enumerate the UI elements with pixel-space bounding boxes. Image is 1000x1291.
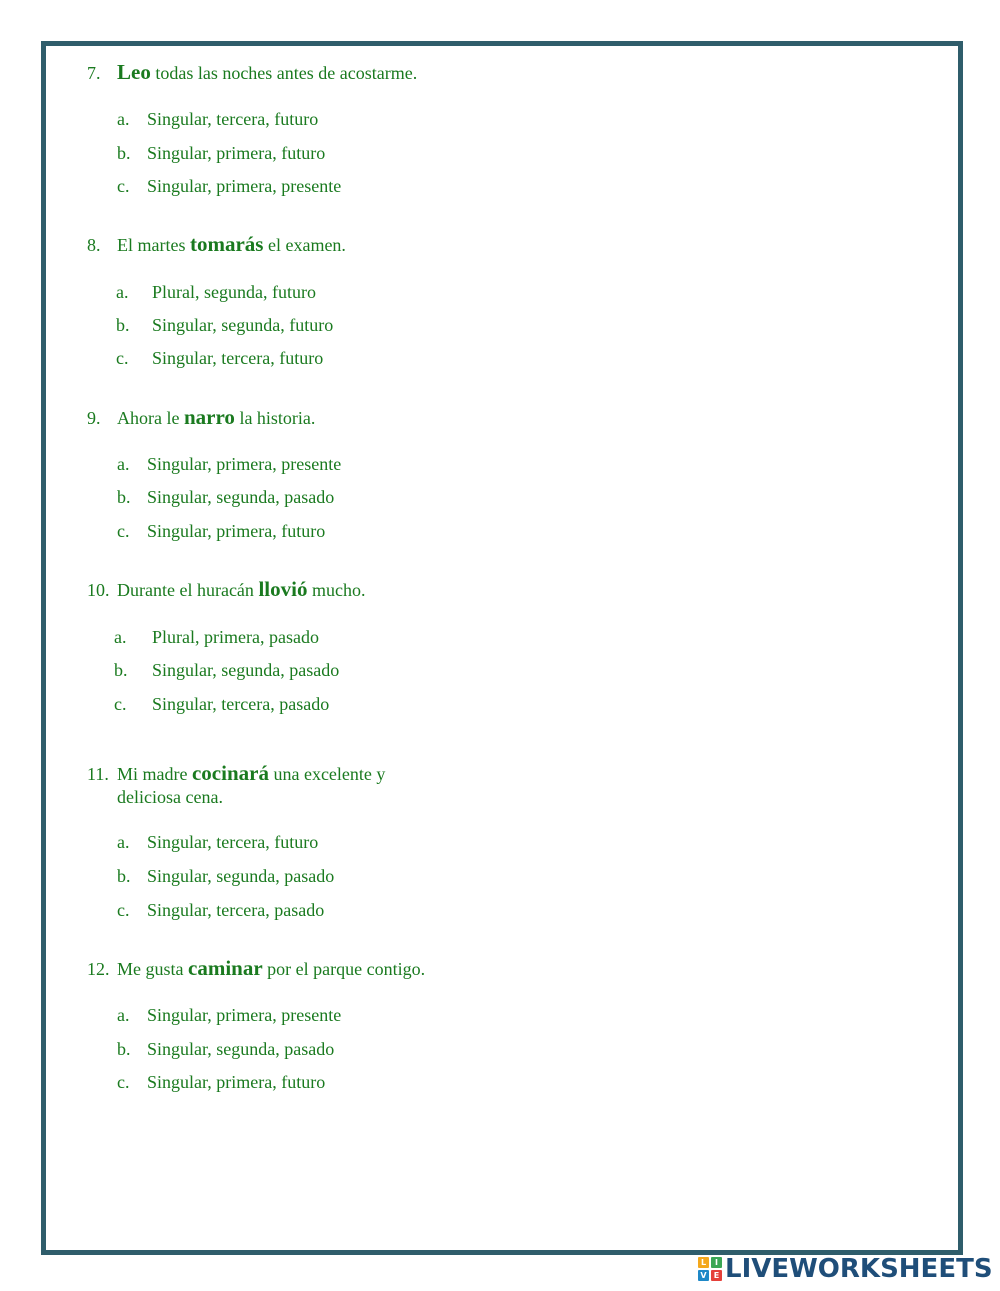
option-letter: a.	[117, 1005, 130, 1025]
option-letter: a.	[116, 282, 129, 302]
option-text: Plural, segunda, futuro	[152, 282, 316, 302]
option-11c[interactable]	[117, 899, 324, 921]
option-letter: a.	[117, 109, 130, 129]
question-keyword: caminar	[188, 956, 263, 980]
question-10	[87, 578, 365, 602]
option-text: Singular, primera, futuro	[147, 143, 326, 163]
option-text: Singular, primera, presente	[147, 454, 342, 474]
question-text-after: por el parque contigo.	[262, 959, 426, 979]
option-letter: b.	[117, 866, 131, 886]
question-12	[87, 957, 425, 981]
option-text: Singular, segunda, pasado	[152, 660, 340, 680]
question-text-before: Mi madre	[117, 764, 192, 784]
question-keyword: narro	[183, 405, 235, 429]
option-letter: a.	[117, 832, 130, 852]
question-7	[87, 61, 417, 85]
question-11	[87, 762, 385, 809]
logo-tile: I	[711, 1257, 722, 1268]
option-letter: b.	[116, 315, 130, 335]
liveworksheets-logo[interactable]	[698, 1255, 993, 1283]
question-text-after: mucho.	[307, 580, 366, 600]
option-text: Singular, primera, presente	[147, 176, 342, 196]
option-letter: b.	[114, 660, 128, 680]
question-keyword: llovió	[258, 577, 308, 601]
question-text-after: todas las noches antes de acostarme.	[150, 63, 418, 83]
question-keyword: tomarás	[189, 232, 264, 256]
option-letter: c.	[117, 521, 130, 541]
question-keyword: cocinará	[191, 761, 269, 785]
option-letter: a.	[114, 627, 127, 647]
question-text-before: Durante el huracán	[117, 580, 259, 600]
option-letter: c.	[114, 694, 127, 714]
question-text-after: una excelente y	[268, 764, 386, 784]
question-number: 7.	[87, 63, 101, 83]
option-text: Singular, segunda, pasado	[147, 866, 335, 886]
question-text-before: Me gusta	[117, 959, 188, 979]
question-text-before: El martes	[117, 235, 190, 255]
question-text-before: Ahora le	[117, 408, 184, 428]
question-keyword: Leo	[117, 60, 151, 84]
option-12b[interactable]	[117, 1038, 334, 1060]
option-letter: b.	[117, 487, 131, 507]
option-text: Singular, segunda, pasado	[147, 487, 335, 507]
option-9a[interactable]	[117, 453, 341, 475]
logo-tile: E	[711, 1270, 722, 1281]
option-7a[interactable]	[117, 108, 318, 130]
option-12a[interactable]	[117, 1004, 341, 1026]
logo-tile: V	[698, 1270, 709, 1281]
question-number: 12.	[87, 959, 110, 979]
option-7c[interactable]	[117, 175, 341, 197]
option-letter: a.	[117, 454, 130, 474]
question-text-continuation: deliciosa cena.	[117, 787, 223, 807]
option-text: Singular, primera, presente	[147, 1005, 342, 1025]
option-text: Singular, tercera, pasado	[147, 900, 325, 920]
question-number: 10.	[87, 580, 110, 600]
option-11a[interactable]	[117, 831, 318, 853]
option-letter: c.	[117, 1072, 130, 1092]
option-text: Singular, tercera, futuro	[147, 109, 319, 129]
option-8b[interactable]	[116, 314, 333, 336]
option-10c[interactable]	[114, 693, 329, 715]
question-text-after: el examen.	[263, 235, 346, 255]
option-9b[interactable]	[117, 486, 334, 508]
question-8	[87, 233, 346, 257]
option-text: Singular, tercera, futuro	[152, 348, 324, 368]
question-9	[87, 406, 315, 430]
question-number: 9.	[87, 408, 101, 428]
option-text: Singular, segunda, futuro	[152, 315, 334, 335]
question-number: 8.	[87, 235, 101, 255]
option-letter: c.	[116, 348, 129, 368]
option-10a[interactable]	[114, 626, 319, 648]
option-11b[interactable]	[117, 865, 334, 887]
option-12c[interactable]	[117, 1071, 325, 1093]
option-letter: c.	[117, 900, 130, 920]
option-8c[interactable]	[116, 347, 323, 369]
question-text-after: la historia.	[234, 408, 316, 428]
question-number: 11.	[87, 764, 109, 784]
option-text: Singular, tercera, pasado	[152, 694, 330, 714]
option-10b[interactable]	[114, 659, 339, 681]
option-8a[interactable]	[116, 281, 316, 303]
option-7b[interactable]	[117, 142, 325, 164]
option-text: Plural, primera, pasado	[152, 627, 319, 647]
option-text: Singular, primera, futuro	[147, 521, 326, 541]
logo-tile: L	[698, 1257, 709, 1268]
option-letter: b.	[117, 143, 131, 163]
option-9c[interactable]	[117, 520, 325, 542]
option-text: Singular, primera, futuro	[147, 1072, 326, 1092]
option-letter: b.	[117, 1039, 131, 1059]
option-letter: c.	[117, 176, 130, 196]
logo-tiles-icon	[698, 1257, 722, 1281]
logo-text: LIVEWORKSHEETS	[725, 1254, 993, 1284]
option-text: Singular, segunda, pasado	[147, 1039, 335, 1059]
option-text: Singular, tercera, futuro	[147, 832, 319, 852]
